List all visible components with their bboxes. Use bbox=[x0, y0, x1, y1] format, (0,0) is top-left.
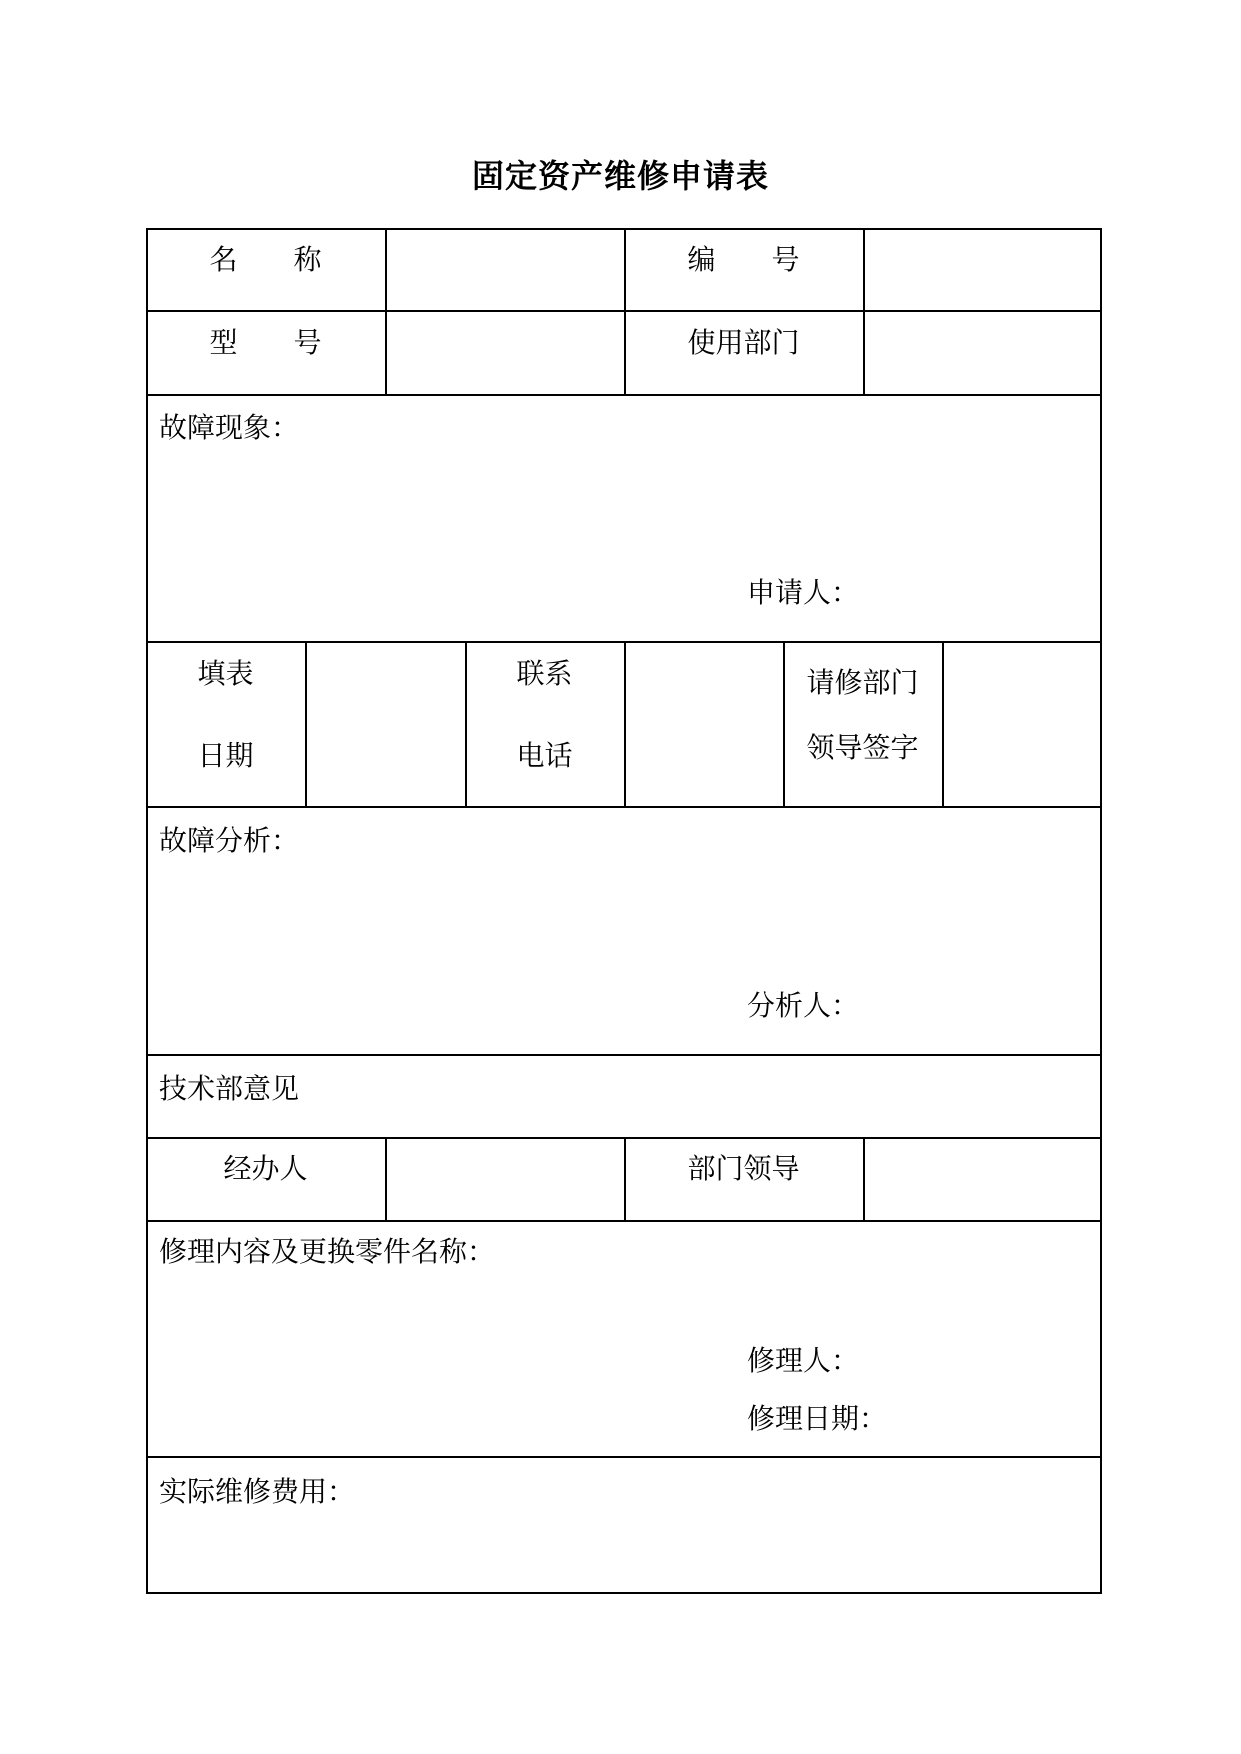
fault-phenomenon-label: 故障现象： bbox=[159, 411, 300, 444]
using-department-field[interactable] bbox=[865, 312, 1099, 394]
fill-date-field[interactable] bbox=[307, 643, 464, 806]
fill-date-label-line1: 填表 bbox=[197, 657, 254, 690]
repair-content-field[interactable] bbox=[148, 1222, 1100, 1455]
border-bottom bbox=[146, 1592, 1102, 1594]
fault-phenomenon-field[interactable] bbox=[148, 396, 1100, 640]
handler-field[interactable] bbox=[387, 1139, 623, 1220]
fill-date-label-line2: 日期 bbox=[197, 739, 254, 772]
border-right bbox=[1100, 228, 1102, 1593]
actual-repair-cost-label: 实际维修费用： bbox=[159, 1475, 356, 1508]
leader-signature-label-line2: 领导签字 bbox=[806, 731, 919, 764]
number-field[interactable] bbox=[865, 230, 1099, 310]
repairer-label: 修理人： bbox=[747, 1344, 860, 1377]
tech-department-opinion-label: 技术部意见 bbox=[159, 1072, 300, 1105]
leader-signature-field[interactable] bbox=[944, 643, 1099, 806]
contact-phone-field[interactable] bbox=[626, 643, 782, 806]
using-department-label: 使用部门 bbox=[687, 326, 800, 359]
department-leader-label: 部门领导 bbox=[687, 1152, 800, 1185]
department-leader-field[interactable] bbox=[865, 1139, 1099, 1220]
analyst-label: 分析人： bbox=[747, 989, 860, 1022]
number-label: 编 号 bbox=[687, 243, 800, 276]
model-field[interactable] bbox=[387, 312, 623, 394]
name-label: 名 称 bbox=[209, 243, 322, 276]
fault-analysis-label: 故障分析： bbox=[159, 824, 300, 857]
actual-repair-cost-field[interactable] bbox=[148, 1458, 1100, 1592]
tech-department-opinion-field[interactable] bbox=[148, 1056, 1100, 1137]
repair-date-label: 修理日期： bbox=[747, 1402, 888, 1435]
contact-phone-label-line1: 联系 bbox=[516, 657, 573, 690]
page-title: 固定资产维修申请表 bbox=[471, 157, 769, 195]
leader-signature-label-line1: 请修部门 bbox=[806, 666, 919, 699]
repair-content-label: 修理内容及更换零件名称： bbox=[159, 1235, 496, 1268]
model-label: 型 号 bbox=[209, 326, 322, 359]
name-field[interactable] bbox=[387, 230, 623, 310]
applicant-label: 申请人： bbox=[747, 576, 860, 609]
contact-phone-label-line2: 电话 bbox=[516, 739, 573, 772]
handler-label: 经办人 bbox=[223, 1152, 308, 1185]
fault-analysis-field[interactable] bbox=[148, 808, 1100, 1053]
repair-application-form bbox=[146, 228, 1102, 1593]
